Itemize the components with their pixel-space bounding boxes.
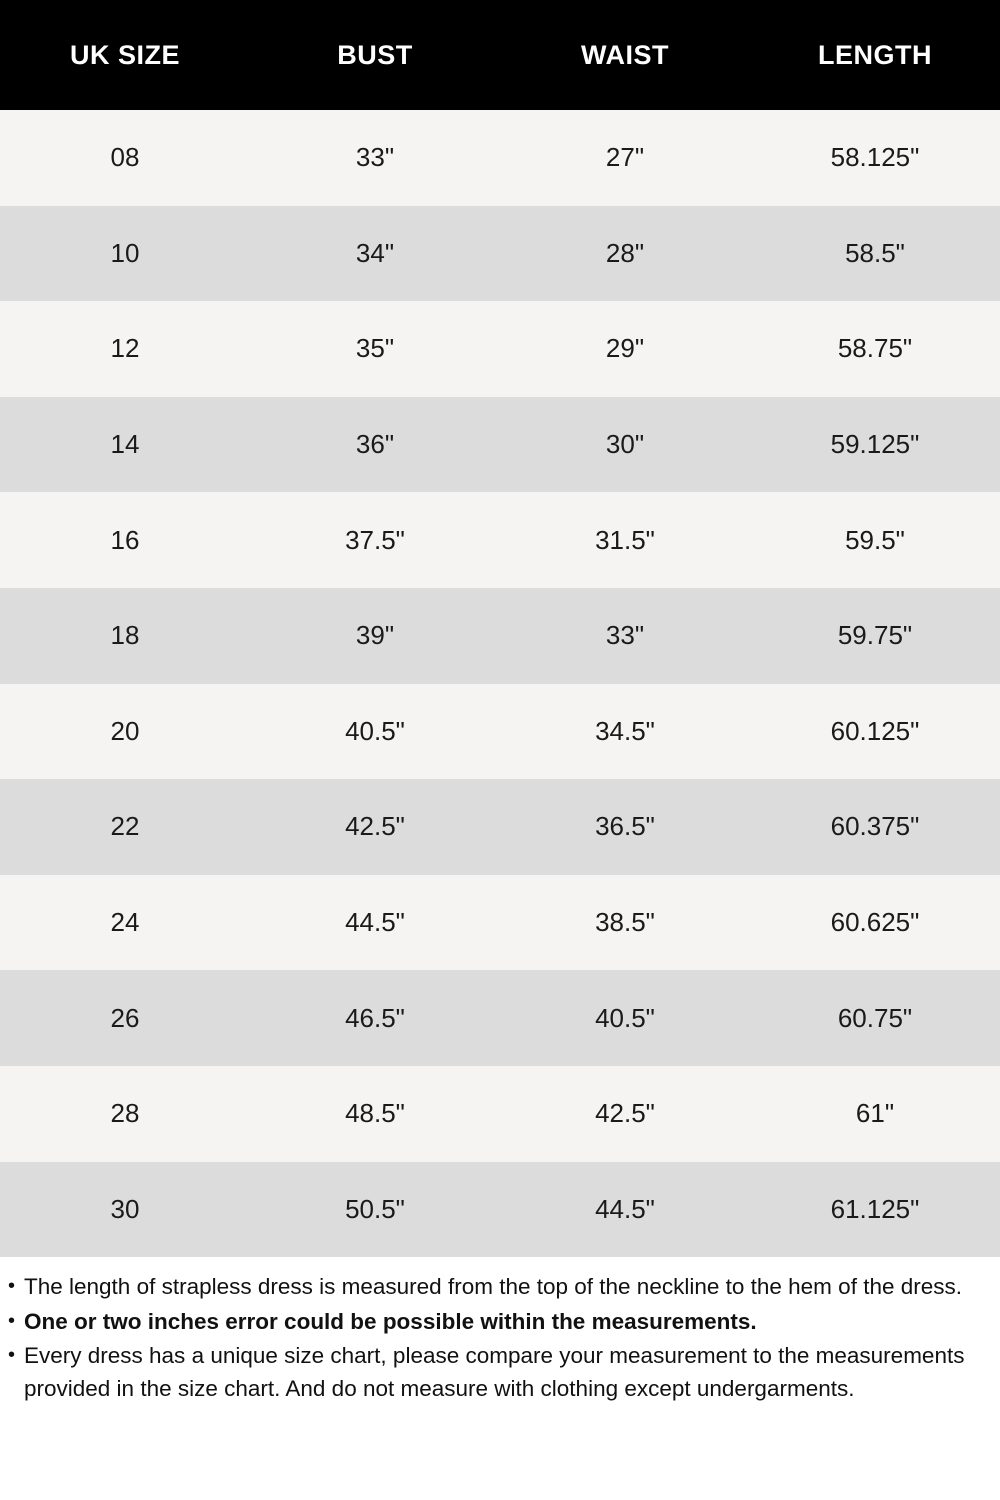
cell-bust: 39"	[250, 588, 500, 684]
cell-uk-size: 08	[0, 110, 250, 206]
cell-bust: 48.5"	[250, 1066, 500, 1162]
table-row	[0, 875, 1000, 971]
cell-length: 60.375"	[750, 779, 1000, 875]
cell-uk-size: 26	[0, 970, 250, 1066]
note-item	[8, 1340, 990, 1405]
column-header-length: LENGTH	[750, 0, 1000, 110]
table-row	[0, 206, 1000, 302]
table-row	[0, 397, 1000, 493]
column-header-uk-size: UK SIZE	[0, 0, 250, 110]
cell-length: 61"	[750, 1066, 1000, 1162]
cell-bust: 33"	[250, 110, 500, 206]
note-item	[8, 1306, 990, 1339]
cell-bust: 35"	[250, 301, 500, 397]
note-text: The length of strapless dress is measured from the top of the neckline to the hem of the dress.	[24, 1274, 962, 1300]
cell-bust: 34"	[250, 206, 500, 302]
cell-uk-size: 12	[0, 301, 250, 397]
bullet-icon: •	[8, 1344, 16, 1367]
cell-waist: 44.5"	[500, 1162, 750, 1258]
table-row	[0, 110, 1000, 206]
cell-uk-size: 20	[0, 684, 250, 780]
cell-length: 60.75"	[750, 970, 1000, 1066]
table-row	[0, 684, 1000, 780]
column-header-bust: BUST	[250, 0, 500, 110]
cell-waist: 31.5"	[500, 492, 750, 588]
bullet-icon: •	[8, 1275, 16, 1298]
cell-length: 58.5"	[750, 206, 1000, 302]
notes-list	[0, 1257, 1000, 1406]
cell-uk-size: 18	[0, 588, 250, 684]
cell-bust: 36"	[250, 397, 500, 493]
cell-bust: 46.5"	[250, 970, 500, 1066]
cell-waist: 36.5"	[500, 779, 750, 875]
cell-waist: 29"	[500, 301, 750, 397]
cell-waist: 40.5"	[500, 970, 750, 1066]
table-header	[0, 0, 1000, 110]
cell-length: 58.125"	[750, 110, 1000, 206]
cell-waist: 27"	[500, 110, 750, 206]
cell-bust: 37.5"	[250, 492, 500, 588]
cell-length: 59.75"	[750, 588, 1000, 684]
note-text: One or two inches error could be possible within the measurements.	[24, 1308, 757, 1334]
cell-length: 59.125"	[750, 397, 1000, 493]
cell-waist: 30"	[500, 397, 750, 493]
table-row	[0, 492, 1000, 588]
cell-length: 60.625"	[750, 875, 1000, 971]
cell-uk-size: 10	[0, 206, 250, 302]
table-row	[0, 588, 1000, 684]
bullet-icon: •	[8, 1309, 16, 1332]
cell-bust: 50.5"	[250, 1162, 500, 1258]
cell-length: 59.5"	[750, 492, 1000, 588]
cell-bust: 40.5"	[250, 684, 500, 780]
cell-waist: 42.5"	[500, 1066, 750, 1162]
cell-bust: 44.5"	[250, 875, 500, 971]
cell-uk-size: 30	[0, 1162, 250, 1258]
cell-waist: 33"	[500, 588, 750, 684]
cell-waist: 38.5"	[500, 875, 750, 971]
cell-length: 58.75"	[750, 301, 1000, 397]
cell-waist: 28"	[500, 206, 750, 302]
column-header-waist: WAIST	[500, 0, 750, 110]
cell-waist: 34.5"	[500, 684, 750, 780]
table-row	[0, 970, 1000, 1066]
table-body	[0, 110, 1000, 1257]
table-header-row	[0, 0, 1000, 110]
table-row	[0, 1066, 1000, 1162]
cell-length: 61.125"	[750, 1162, 1000, 1258]
cell-bust: 42.5"	[250, 779, 500, 875]
table-row	[0, 301, 1000, 397]
note-item	[8, 1271, 990, 1304]
table-row	[0, 779, 1000, 875]
cell-uk-size: 16	[0, 492, 250, 588]
note-text: Every dress has a unique size chart, please compare your measurement to the measurements provided in the size chart. And do not measure with clothing except undergarments.	[24, 1343, 965, 1401]
table-row	[0, 1162, 1000, 1258]
cell-uk-size: 28	[0, 1066, 250, 1162]
cell-uk-size: 22	[0, 779, 250, 875]
cell-uk-size: 24	[0, 875, 250, 971]
cell-length: 60.125"	[750, 684, 1000, 780]
cell-uk-size: 14	[0, 397, 250, 493]
